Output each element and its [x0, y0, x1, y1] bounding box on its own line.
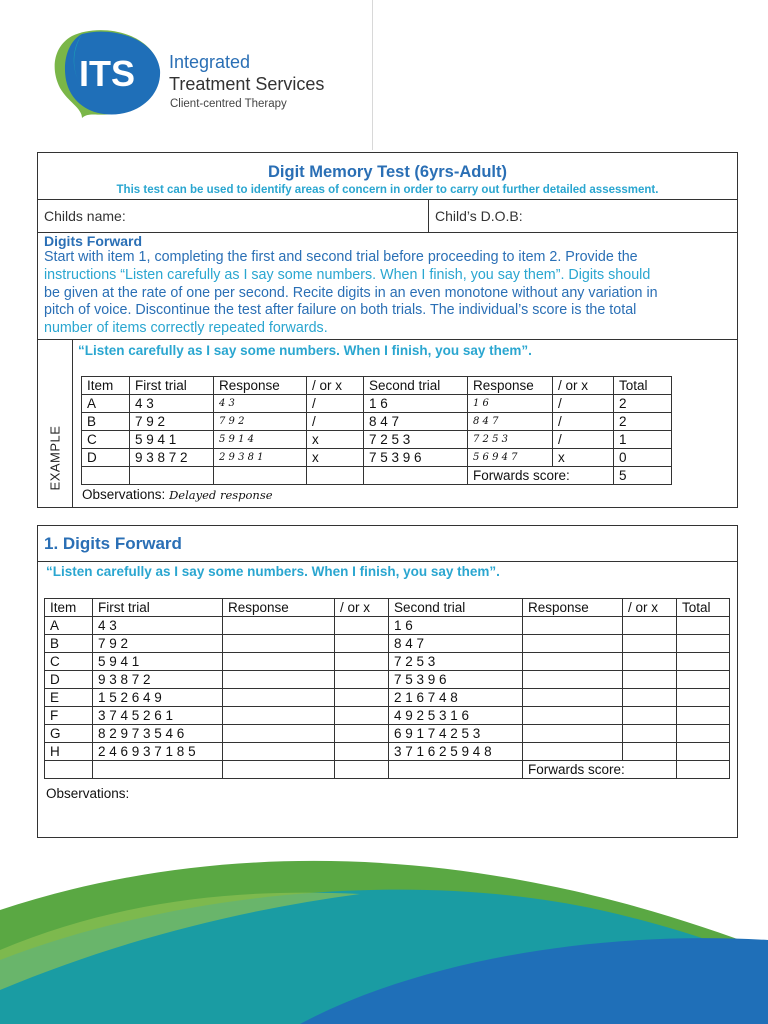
mark-input-cell[interactable]: [335, 689, 389, 707]
mark-cell: /: [307, 395, 364, 413]
mark-cell: x: [307, 449, 364, 467]
table-row: [82, 413, 672, 431]
score-row: [45, 761, 730, 779]
item-cell: D: [82, 449, 130, 467]
header-cell: Total: [614, 377, 672, 395]
response-input-cell[interactable]: [223, 707, 335, 725]
mark-input-cell[interactable]: [335, 707, 389, 725]
item-cell: A: [82, 395, 130, 413]
table-header-row: [82, 377, 672, 395]
mark-input-cell[interactable]: [335, 617, 389, 635]
table-row: [45, 635, 730, 653]
response-input-cell[interactable]: [523, 671, 623, 689]
empty-cell: [335, 761, 389, 779]
response-input-cell[interactable]: [223, 635, 335, 653]
child-info-row: [38, 200, 737, 233]
total-cell: 1: [614, 431, 672, 449]
instructions-line: be given at the rate of one per second. Recite digits in an even monotone without any variation in: [44, 284, 658, 301]
example-label-cell: [38, 340, 73, 508]
section-title: 1. Digits Forward: [44, 534, 182, 553]
total-cell: 2: [614, 413, 672, 431]
fold-line: [372, 0, 373, 150]
response-input-cell[interactable]: [223, 689, 335, 707]
total-input-cell[interactable]: [677, 653, 730, 671]
item-cell: H: [45, 743, 93, 761]
first-trial-cell: 9 3 8 7 2: [130, 449, 214, 467]
first-trial-cell: 4 3: [93, 617, 223, 635]
instructions-row: [38, 233, 737, 340]
table-row: [82, 431, 672, 449]
page-subtitle: This test can be used to identify areas of concern in order to carry out further detailed assessment.: [116, 184, 659, 196]
score-row: [82, 467, 672, 485]
header-cell: Response: [468, 377, 553, 395]
table-header-row: [45, 599, 730, 617]
second-trial-cell: 2 1 6 7 4 8: [389, 689, 523, 707]
instructions-line: pitch of voice. Discontinue the test after failure on both trials. The individual’s score is the total: [44, 302, 637, 319]
logo-name-line1: Integrated: [169, 52, 251, 72]
response-input-cell[interactable]: [223, 725, 335, 743]
empty-cell: [82, 467, 130, 485]
its-logo: [52, 28, 352, 124]
empty-cell: [130, 467, 214, 485]
second-trial-cell: 7 5 3 9 6: [389, 671, 523, 689]
mark-cell: x: [553, 449, 614, 467]
total-input-cell[interactable]: [677, 707, 730, 725]
section-observations-field[interactable]: Observations:: [46, 786, 130, 801]
page-title: Digit Memory Test (6yrs-Adult): [268, 163, 507, 181]
response-cell: 4 3: [214, 395, 307, 413]
forwards-score-label: Forwards score:: [523, 761, 677, 779]
empty-cell: [93, 761, 223, 779]
table-row: [45, 689, 730, 707]
response-input-cell[interactable]: [223, 653, 335, 671]
response-cell: 7 9 2: [214, 413, 307, 431]
first-trial-cell: 8 2 9 7 3 5 4 6: [93, 725, 223, 743]
first-trial-cell: 7 9 2: [130, 413, 214, 431]
response-input-cell[interactable]: [223, 743, 335, 761]
empty-cell: [307, 467, 364, 485]
response-input-cell[interactable]: [523, 635, 623, 653]
mark-cell: /: [553, 431, 614, 449]
digits-forward-section: [37, 525, 738, 838]
mark-input-cell[interactable]: [335, 653, 389, 671]
mark-input-cell[interactable]: [623, 671, 677, 689]
instructions-text: [44, 249, 731, 338]
table-row: [45, 671, 730, 689]
table-row: [82, 395, 672, 413]
second-trial-cell: 7 2 5 3: [364, 431, 468, 449]
observations-value: Delayed response: [169, 488, 273, 502]
total-input-cell[interactable]: [677, 689, 730, 707]
response-input-cell[interactable]: [523, 725, 623, 743]
item-cell: G: [45, 725, 93, 743]
item-cell: F: [45, 707, 93, 725]
header-cell: / or x: [623, 599, 677, 617]
logo-name-line2: Treatment Services: [169, 74, 325, 94]
response-input-cell[interactable]: [523, 743, 623, 761]
total-cell: 2: [614, 395, 672, 413]
table-row: [82, 449, 672, 467]
mark-input-cell[interactable]: [335, 635, 389, 653]
example-area: [38, 340, 737, 508]
response-cell: 7 2 5 3: [468, 431, 553, 449]
item-cell: B: [45, 635, 93, 653]
header-cell: Item: [82, 377, 130, 395]
second-trial-cell: 8 4 7: [389, 635, 523, 653]
mark-input-cell[interactable]: [623, 635, 677, 653]
total-input-cell[interactable]: [677, 671, 730, 689]
instructions-heading: Digits Forward: [44, 233, 143, 249]
total-cell: 0: [614, 449, 672, 467]
its-speech-bubble-icon: [52, 28, 164, 124]
response-input-cell[interactable]: [523, 707, 623, 725]
table-row: [45, 617, 730, 635]
response-cell: 5 6 9 4 7: [468, 449, 553, 467]
total-input-cell[interactable]: [677, 743, 730, 761]
example-table: [81, 376, 672, 485]
forwards-score-label: Forwards score:: [468, 467, 614, 485]
header-cell: Second trial: [364, 377, 468, 395]
header-cell: Response: [523, 599, 623, 617]
first-trial-cell: 5 9 4 1: [93, 653, 223, 671]
total-input-cell[interactable]: [677, 617, 730, 635]
header-cell: Response: [214, 377, 307, 395]
table-row: [45, 743, 730, 761]
childs-dob-field[interactable]: Child’s D.O.B:: [428, 200, 738, 232]
total-input-cell[interactable]: [677, 725, 730, 743]
mark-cell: /: [307, 413, 364, 431]
empty-cell: [45, 761, 93, 779]
mark-input-cell[interactable]: [335, 671, 389, 689]
first-trial-cell: 1 5 2 6 4 9: [93, 689, 223, 707]
section-quote: “Listen carefully as I say some numbers. When I finish, you say them”.: [46, 564, 500, 579]
table-row: [45, 707, 730, 725]
second-trial-cell: 1 6: [389, 617, 523, 635]
second-trial-cell: 6 9 1 7 4 2 5 3: [389, 725, 523, 743]
second-trial-cell: 3 7 1 6 2 5 9 4 8: [389, 743, 523, 761]
response-input-cell[interactable]: [523, 617, 623, 635]
empty-cell: [364, 467, 468, 485]
test-instructions-box: [37, 152, 738, 508]
second-trial-cell: 7 5 3 9 6: [364, 449, 468, 467]
logo-mark-text: ITS: [78, 53, 136, 94]
mark-input-cell[interactable]: [623, 725, 677, 743]
mark-input-cell[interactable]: [335, 743, 389, 761]
decorative-swoosh-graphic: [0, 850, 768, 1024]
first-trial-cell: 3 7 4 5 2 6 1: [93, 707, 223, 725]
mark-input-cell[interactable]: [623, 743, 677, 761]
response-cell: 5 9 1 4: [214, 431, 307, 449]
header-cell: Item: [45, 599, 93, 617]
table-row: [45, 725, 730, 743]
instructions-line: instructions “Listen carefully as I say some numbers. When I finish, you say them”. Digits should: [44, 266, 651, 283]
mark-cell: /: [553, 413, 614, 431]
empty-cell: [223, 761, 335, 779]
first-trial-cell: 9 3 8 7 2: [93, 671, 223, 689]
response-input-cell[interactable]: [223, 671, 335, 689]
empty-cell: [214, 467, 307, 485]
example-observations: [82, 487, 273, 502]
header-cell: First trial: [130, 377, 214, 395]
response-cell: 8 4 7: [468, 413, 553, 431]
forwards-score-value: 5: [614, 467, 672, 485]
header-cell: Total: [677, 599, 730, 617]
empty-cell: [389, 761, 523, 779]
total-input-cell[interactable]: [677, 635, 730, 653]
response-cell: 2 9 3 8 1: [214, 449, 307, 467]
header-cell: / or x: [335, 599, 389, 617]
digits-forward-table: [44, 598, 730, 779]
item-cell: E: [45, 689, 93, 707]
response-input-cell[interactable]: [523, 653, 623, 671]
response-input-cell[interactable]: [223, 617, 335, 635]
example-label: EXAMPLE: [47, 425, 63, 491]
header-cell: / or x: [307, 377, 364, 395]
mark-cell: /: [553, 395, 614, 413]
title-row: [38, 153, 737, 200]
second-trial-cell: 4 9 2 5 3 1 6: [389, 707, 523, 725]
mark-cell: x: [307, 431, 364, 449]
mark-input-cell[interactable]: [623, 689, 677, 707]
section-title-row: [38, 526, 737, 562]
header-cell: Response: [223, 599, 335, 617]
instructions-line: number of items correctly repeated forwards.: [44, 320, 328, 337]
item-cell: B: [82, 413, 130, 431]
item-cell: A: [45, 617, 93, 635]
mark-input-cell[interactable]: [623, 617, 677, 635]
childs-name-field[interactable]: Childs name:: [44, 208, 126, 224]
instructions-line: Start with item 1, completing the first and second trial before proceeding to item 2. Provide the: [44, 249, 638, 265]
second-trial-cell: 8 4 7: [364, 413, 468, 431]
second-trial-cell: 1 6: [364, 395, 468, 413]
logo-tagline: Client-centred Therapy: [170, 98, 287, 110]
first-trial-cell: 2 4 6 9 3 7 1 8 5: [93, 743, 223, 761]
item-cell: C: [82, 431, 130, 449]
mark-input-cell[interactable]: [623, 653, 677, 671]
header-cell: Second trial: [389, 599, 523, 617]
header-cell: / or x: [553, 377, 614, 395]
observations-label: Observations:: [82, 487, 166, 502]
example-quote: “Listen carefully as I say some numbers. When I finish, you say them”.: [78, 343, 532, 358]
first-trial-cell: 4 3: [130, 395, 214, 413]
forwards-score-input[interactable]: [677, 761, 730, 779]
item-cell: C: [45, 653, 93, 671]
item-cell: D: [45, 671, 93, 689]
second-trial-cell: 7 2 5 3: [389, 653, 523, 671]
header-cell: First trial: [93, 599, 223, 617]
response-cell: 1 6: [468, 395, 553, 413]
mark-input-cell[interactable]: [335, 725, 389, 743]
first-trial-cell: 7 9 2: [93, 635, 223, 653]
table-row: [45, 653, 730, 671]
response-input-cell[interactable]: [523, 689, 623, 707]
mark-input-cell[interactable]: [623, 707, 677, 725]
first-trial-cell: 5 9 4 1: [130, 431, 214, 449]
